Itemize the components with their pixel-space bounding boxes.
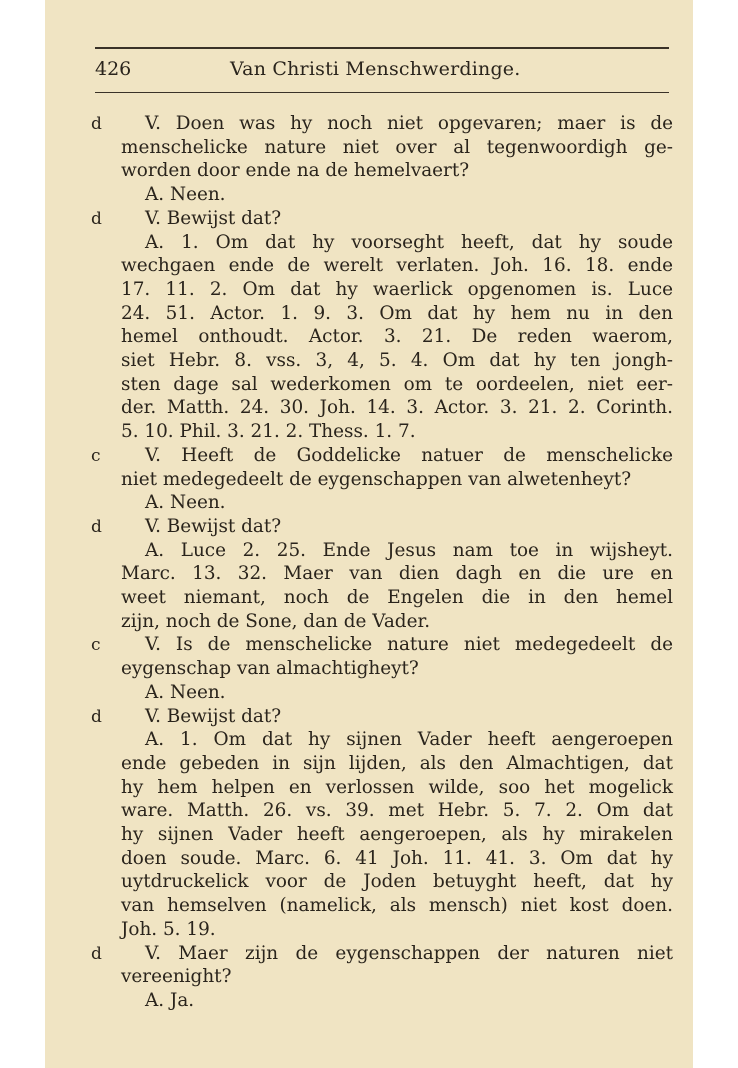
text-line: hy hem helpen en verlossen wilde, soo het mogelick <box>121 776 673 798</box>
book-page <box>45 0 693 1068</box>
text-line: weet niemant, noch de Engelen die in den hemel <box>121 587 673 608</box>
text-line: menschelicke nature niet over al tegenwoordigh ge- <box>121 136 673 158</box>
text-line: Marc. 13. 32. Maer van dien dagh en die ure en <box>121 563 673 585</box>
text-line: hy sijnen Vader heeft aengeroepen, als hy mirakelen <box>121 824 673 845</box>
text-line: worden door ende na de hemelvaert? <box>121 160 470 182</box>
text-line: Joh. 5. 19. <box>121 918 216 940</box>
margin-mark: d <box>91 943 102 964</box>
text-line: A. Ja. <box>145 989 195 1011</box>
text-line: V. Bewijst dat? <box>145 705 282 727</box>
text-line: wechgaen ende de werelt verlaten. Joh. 16. 18. ende <box>121 255 673 277</box>
text-line: niet medegedeelt de eygenschappen van alwetenheyt? <box>121 468 632 490</box>
margin-mark: d <box>91 706 102 727</box>
text-line: V. Is de menschelicke nature niet medegedeelt de <box>145 634 673 656</box>
text-line: 5. 10. Phil. 3. 21. 2. Thess. 1. 7. <box>121 421 416 443</box>
header-rule-top <box>95 47 669 49</box>
text-line: sten dage sal wederkomen om te oordeelen, niet eer- <box>121 373 673 395</box>
text-line: A. Neen. <box>145 184 226 206</box>
text-line: V. Doen was hy noch niet opgevaren; maer is de <box>145 113 673 134</box>
text-line: siet Hebr. 8. vss. 3, 4, 5. 4. Om dat hy ten jongh- <box>121 350 673 371</box>
text-line: V. Heeft de Goddelicke natuer de menschelicke <box>145 444 673 466</box>
page-number: 426 <box>95 58 132 80</box>
running-head: Van Christi Menschwerdinge. <box>230 58 521 80</box>
text-line: hemel onthoudt. Actor. 3. 21. De reden waerom, <box>121 326 673 348</box>
text-line: van hemselven (namelick, als mensch) niet kost doen. <box>121 895 673 917</box>
text-line: V. Maer zijn de eygenschappen der naturen niet <box>145 942 673 964</box>
text-line: der. Matth. 24. 30. Joh. 14. 3. Actor. 3. 21. 2. Corinth. <box>121 397 673 419</box>
text-line: 17. 11. 2. Om dat hy waerlick opgenomen is. Luce <box>121 278 673 300</box>
text-line: A. Luce 2. 25. Ende Jesus nam toe in wijsheyt. <box>145 539 673 561</box>
text-line: A. Neen. <box>145 492 226 514</box>
text-line: V. Bewijst dat? <box>145 515 282 537</box>
margin-mark: c <box>91 445 101 466</box>
text-line: vereenight? <box>121 966 232 988</box>
text-line: zijn, noch de Sone, dan de Vader. <box>121 610 431 632</box>
text-line: ware. Matth. 26. vs. 39. met Hebr. 5. 7. 2. Om dat <box>121 800 673 822</box>
margin-mark: d <box>91 114 102 134</box>
text-line: A. 1. Om dat hy sijnen Vader heeft aengeroepen <box>145 729 673 751</box>
text-line: doen soude. Marc. 6. 41 Joh. 11. 41. 3. Om dat hy <box>121 847 673 869</box>
text-line: eygenschap van almachtigheyt? <box>121 658 419 680</box>
text-line: V. Bewijst dat? <box>145 207 282 229</box>
header-rule-bottom <box>95 92 669 93</box>
margin-mark: d <box>91 516 102 537</box>
text-line: 24. 51. Actor. 1. 9. 3. Om dat hy hem nu in den <box>121 302 673 324</box>
margin-mark: c <box>91 635 101 656</box>
text-line: ende gebeden in sijn lijden, als den Almachtigen, dat <box>121 752 673 774</box>
text-line: A. Neen. <box>145 681 226 703</box>
text-line: uytdruckelick voor de Joden betuyght heeft, dat hy <box>121 871 673 893</box>
margin-mark: d <box>91 208 102 229</box>
text-line: A. 1. Om dat hy voorseght heeft, dat hy soude <box>145 231 673 253</box>
